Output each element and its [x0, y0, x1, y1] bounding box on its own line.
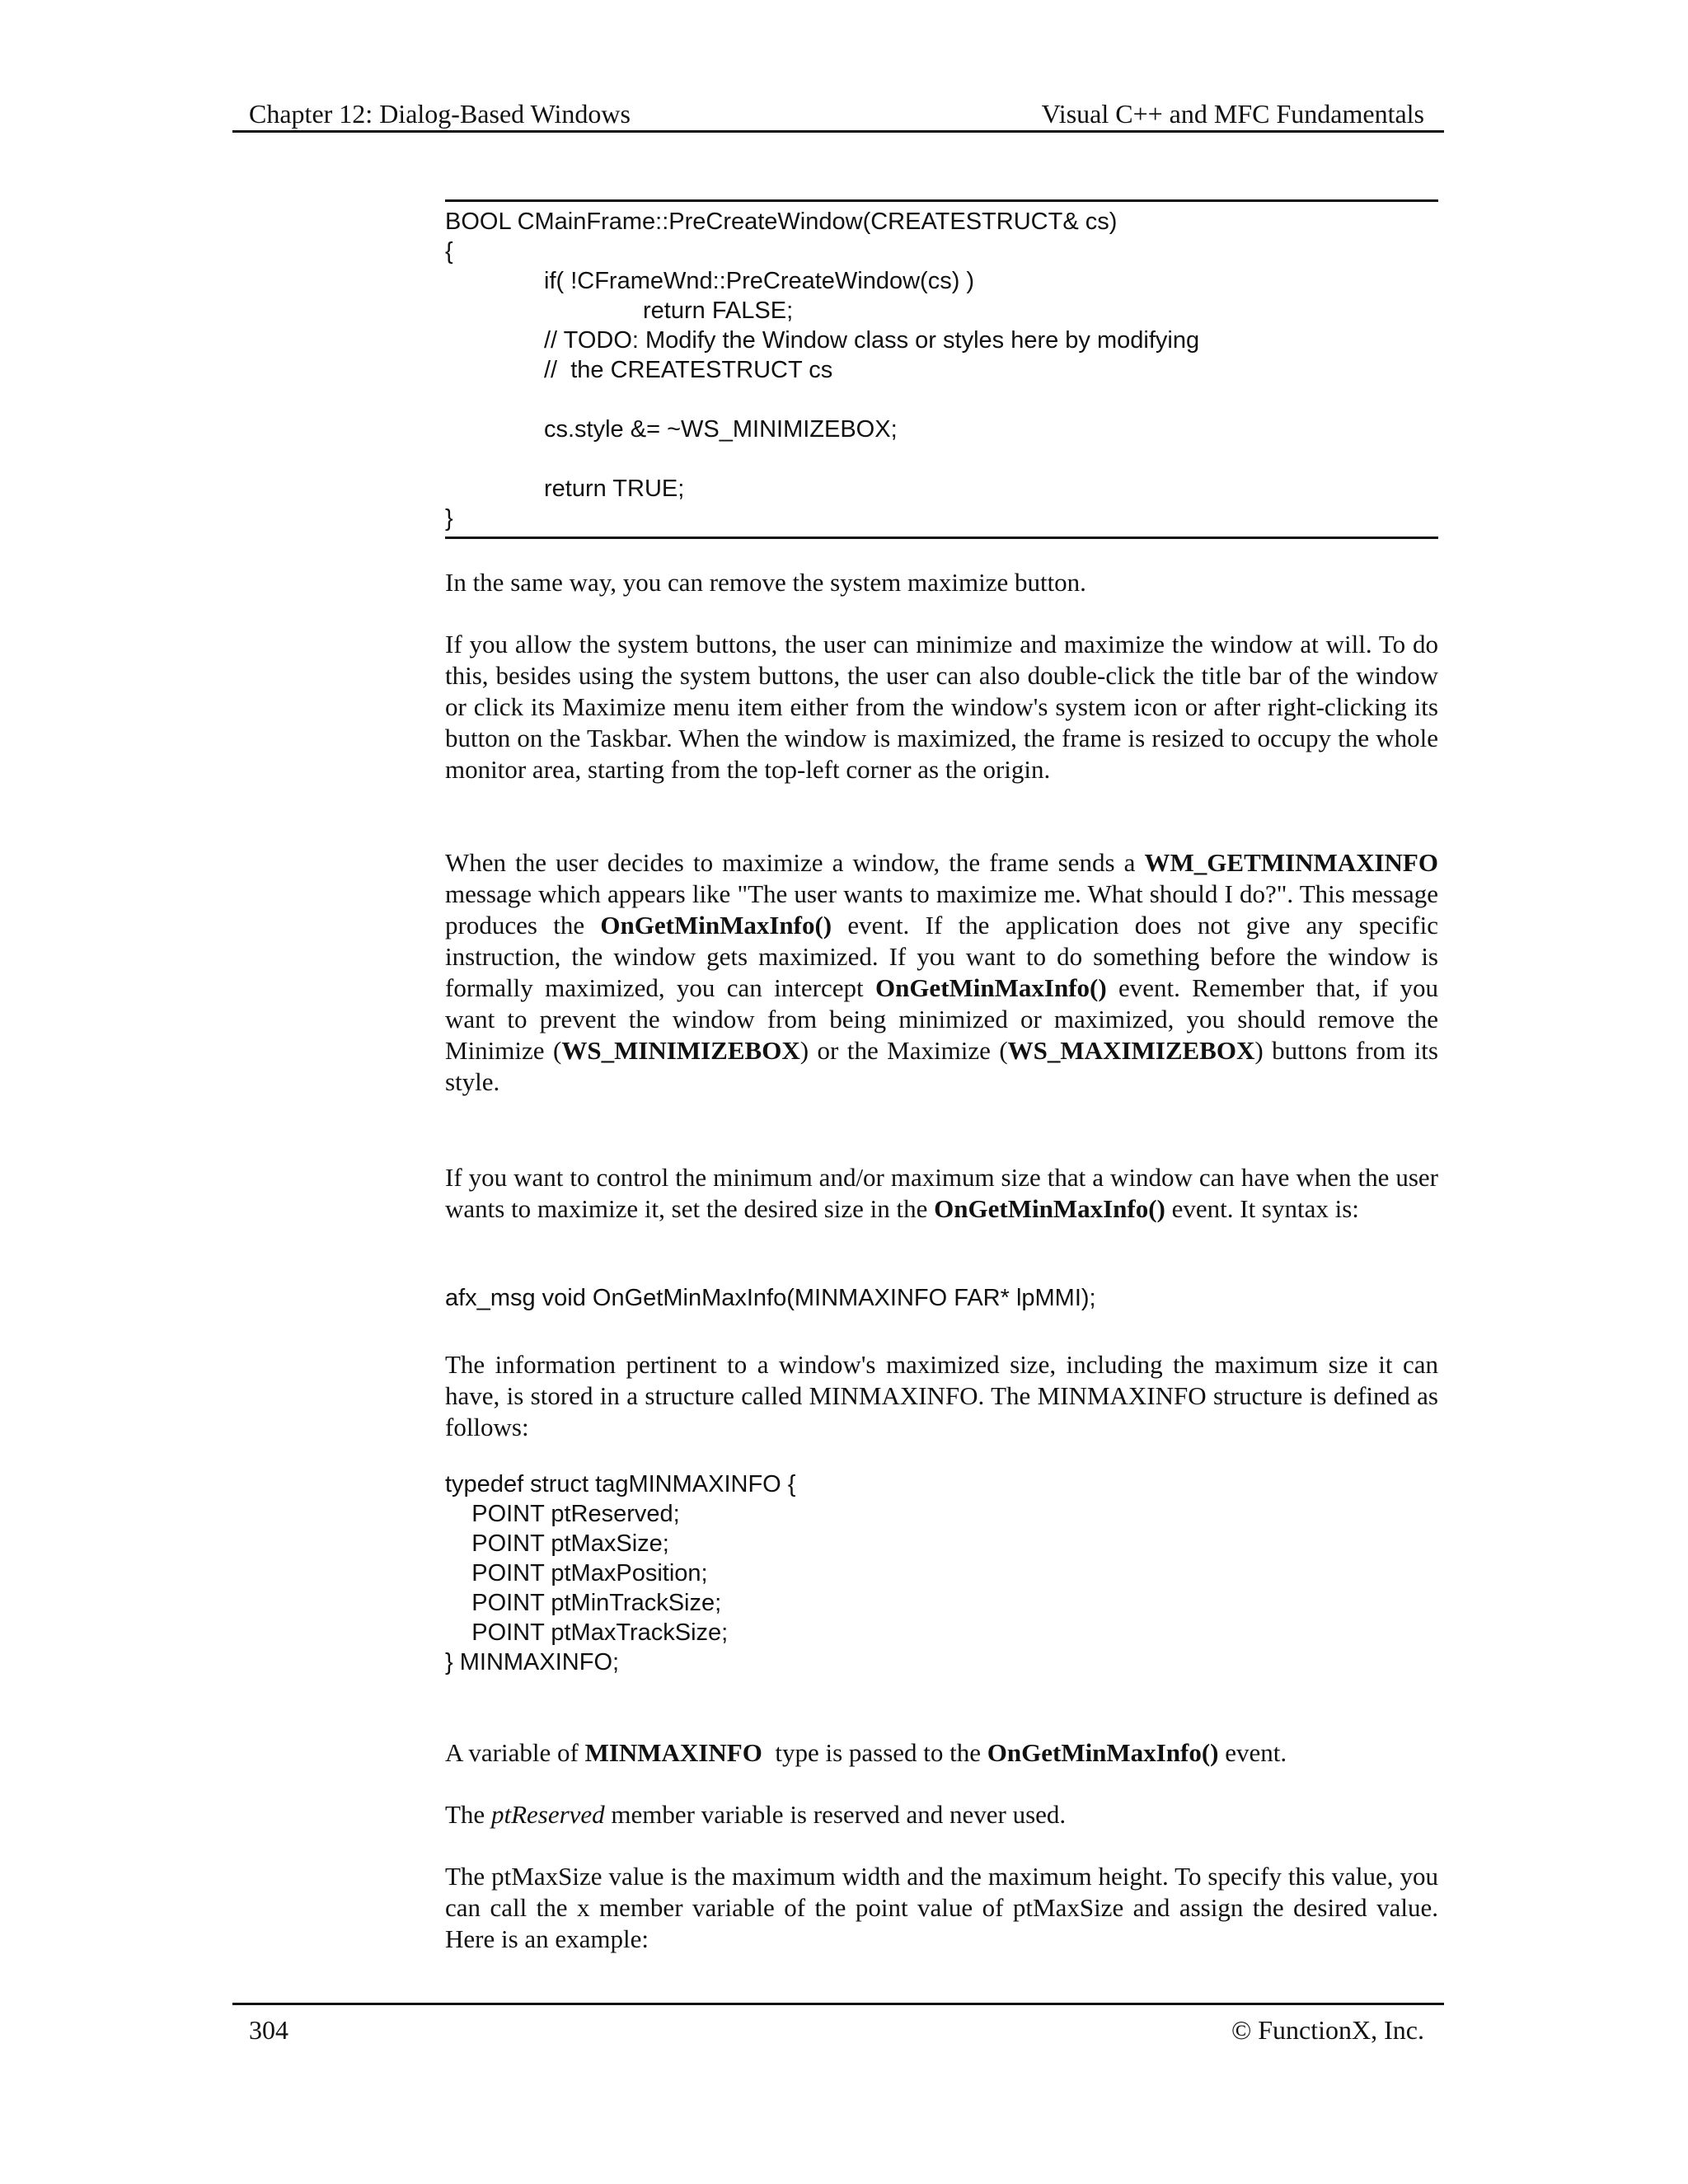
- code-line: } MINMAXINFO;: [445, 1649, 620, 1675]
- code-line: POINT ptMaxPosition;: [445, 1560, 708, 1586]
- text-run: When the user decides to maximize a window, the frame sends a: [445, 848, 1145, 877]
- code-block-precreatewindow: [445, 199, 1438, 539]
- code-line: // the CREATESTRUCT cs: [544, 357, 833, 383]
- text-run: message which appears like "The user wants to maximize me. What should I do?". This message produces the: [445, 879, 1438, 940]
- keyword-ws-minimizebox: WS_MINIMIZEBOX: [561, 1036, 800, 1065]
- text-run: event. It syntax is:: [1165, 1194, 1359, 1223]
- paragraph-system-buttons: If you allow the system buttons, the user can minimize and maximize the window at will. To do this, besides using the system buttons, the user can also double-click the title bar of the window or click its Maximize menu item either from the window's system icon or after right-clicking its button on the Taskbar. When the window is maximized, the frame is resized to occupy the whole monitor area, starting from the top-left corner as the origin.: [445, 630, 1438, 784]
- code-line: {: [445, 238, 453, 265]
- code-line: cs.style &= ~WS_MINIMIZEBOX;: [544, 416, 898, 443]
- code-line: return TRUE;: [544, 476, 685, 502]
- paragraph-variable-type: [445, 1737, 1438, 1769]
- keyword-ongetminmaxinfo: OnGetMinMaxInfo(): [874, 973, 1107, 1002]
- keyword-minmaxinfo: MINMAXINFO: [584, 1738, 762, 1767]
- code-line: // TODO: Modify the Window class or styles here by modifying: [544, 327, 1200, 354]
- book-title: Visual C++ and MFC Fundamentals: [1041, 99, 1424, 129]
- paragraph-ptreserved: [445, 1799, 1438, 1830]
- code-block-minmaxinfo: [445, 1469, 1438, 1677]
- chapter-title: Chapter 12: Dialog-Based Windows: [249, 99, 631, 129]
- text-run: If you want to control the minimum and/or maximum size that a window can have when the user wants to maximize it, set the desired size in the: [445, 1163, 1438, 1223]
- copyright: © FunctionX, Inc.: [1231, 2015, 1424, 2045]
- code-blank-line: [445, 444, 1438, 474]
- text-run: event.: [1218, 1738, 1287, 1767]
- running-footer: [232, 2003, 1444, 2045]
- code-line: POINT ptReserved;: [445, 1501, 680, 1527]
- keyword-ws-maximizebox: WS_MAXIMIZEBOX: [1007, 1036, 1255, 1065]
- code-line: return FALSE;: [643, 298, 794, 324]
- code-blank-line: [445, 385, 1438, 415]
- code-line: POINT ptMaxTrackSize;: [445, 1619, 729, 1646]
- code-line: typedef struct tagMINMAXINFO {: [445, 1471, 796, 1497]
- code-line: POINT ptMaxSize;: [445, 1530, 669, 1557]
- keyword-wm-getminmaxinfo: WM_GETMINMAXINFO: [1144, 848, 1438, 877]
- paragraph-ptmaxsize: The ptMaxSize value is the maximum width and the maximum height. To specify this value, you can call the x member variable of the point value of ptMaxSize and assign the desired value. Here is an example:: [445, 1862, 1438, 1953]
- text-run: ) or the Maximize (: [799, 1036, 1008, 1065]
- text-run: event. If the application does not give any specific instruction, the window gets maximized. If you want to do something before the window is formally maximized, you can intercept: [445, 911, 1438, 1002]
- text-run: event. Remember that, if you want to prevent the window from being minimized or maximized, you should remove the Minimize (: [445, 973, 1439, 1065]
- keyword-ongetminmaxinfo: OnGetMinMaxInfo(): [600, 911, 832, 940]
- code-line: if( !CFrameWnd::PreCreateWindow(cs) ): [544, 268, 975, 294]
- code-line: POINT ptMinTrackSize;: [445, 1590, 722, 1616]
- paragraph-wm-getminmaxinfo: [445, 847, 1438, 1098]
- keyword-ongetminmaxinfo: OnGetMinMaxInfo(): [987, 1738, 1219, 1767]
- text-run: type is passed to the: [762, 1738, 987, 1767]
- paragraph-control-size: [445, 1162, 1438, 1225]
- keyword-ongetminmaxinfo: OnGetMinMaxInfo(): [934, 1194, 1165, 1223]
- running-header: [232, 97, 1444, 133]
- text-run: ) buttons from its style.: [445, 1036, 1438, 1096]
- paragraph-remove-maximize: In the same way, you can remove the system maximize button.: [445, 568, 1086, 597]
- text-run: A variable of: [445, 1738, 585, 1767]
- code-line: }: [445, 505, 453, 532]
- syntax-line: afx_msg void OnGetMinMaxInfo(MINMAXINFO FAR* lpMMI);: [445, 1285, 1096, 1311]
- paragraph-minmaxinfo-structure: The information pertinent to a window's maximized size, including the maximum size it can have, is stored in a structure called MINMAXINFO. The MINMAXINFO structure is defined as follows:: [445, 1350, 1438, 1441]
- page-number: 304: [249, 2015, 288, 2045]
- text-run: The: [445, 1800, 491, 1829]
- term-ptreserved: ptReserved: [490, 1800, 605, 1829]
- code-line: BOOL CMainFrame::PreCreateWindow(CREATESTRUCT& cs): [445, 209, 1118, 235]
- text-run: member variable is reserved and never used.: [604, 1800, 1067, 1829]
